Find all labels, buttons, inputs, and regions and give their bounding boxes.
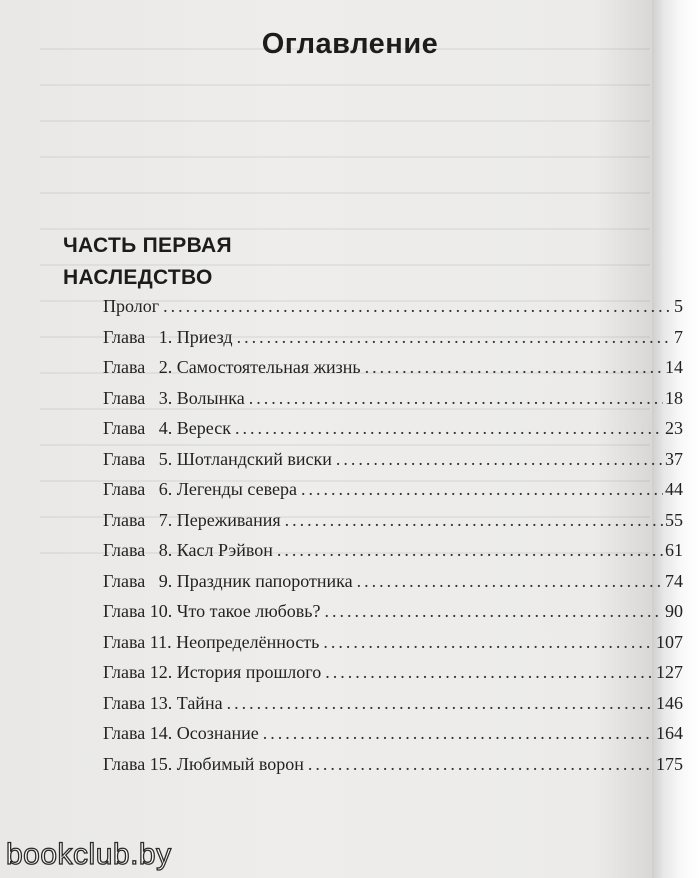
leader-dots xyxy=(301,479,663,500)
toc-entry xyxy=(103,388,683,419)
toc-entry-label: Глава 12. История прошлого xyxy=(103,662,322,682)
toc-entry-label: Глава 13. Тайна xyxy=(103,692,223,713)
toc-entry-page: 18 xyxy=(665,387,683,408)
toc-entry xyxy=(103,723,683,754)
toc-entry-label: Глава 11. Неопределённость xyxy=(103,631,320,652)
toc-entry xyxy=(103,601,683,632)
toc-entry-label: Глава 14. Осознание xyxy=(103,723,259,743)
toc-entry-label: Глава 15. Любимый ворон xyxy=(103,753,304,774)
toc-entry xyxy=(103,754,683,785)
toc-entry xyxy=(103,418,683,449)
toc-entry-label: Глава 8. Касл Рэйвон xyxy=(103,540,273,560)
leader-dots xyxy=(237,327,672,348)
leader-dots xyxy=(357,571,663,592)
leader-dots xyxy=(308,754,654,775)
toc-entry-page: 44 xyxy=(665,479,683,499)
leader-dots xyxy=(235,418,663,439)
table-of-contents xyxy=(103,296,683,784)
toc-entry xyxy=(103,479,683,510)
toc-entry-label: Глава 7. Переживания xyxy=(103,509,281,530)
leader-dots xyxy=(336,449,663,470)
toc-entry xyxy=(103,571,683,602)
toc-entry-page: 107 xyxy=(656,631,683,652)
toc-entry-label: Глава 9. Праздник папоротника xyxy=(103,570,353,591)
toc-entry-label: Глава 2. Самостоятельная жизнь xyxy=(103,357,361,377)
leader-dots xyxy=(163,296,672,317)
toc-entry xyxy=(103,296,683,327)
toc-entry xyxy=(103,693,683,724)
leader-dots xyxy=(365,357,663,378)
toc-entry-label: Глава 1. Приезд xyxy=(103,326,233,347)
toc-entry-label: Глава 3. Волынка xyxy=(103,387,245,408)
toc-entry-page: 61 xyxy=(665,540,683,560)
leader-dots xyxy=(277,540,663,561)
toc-entry-page: 175 xyxy=(656,753,683,774)
leader-dots xyxy=(227,693,654,714)
toc-entry-page: 23 xyxy=(665,418,683,438)
toc-entry-page: 146 xyxy=(656,692,683,713)
toc-entry-page: 7 xyxy=(674,326,683,347)
leader-dots xyxy=(325,601,663,622)
toc-entry-label: Глава 10. Что такое любовь? xyxy=(103,601,321,621)
toc-entry-page: 74 xyxy=(665,570,683,591)
toc-entry-label: Глава 5. Шотландский виски xyxy=(103,448,332,469)
toc-entry xyxy=(103,357,683,388)
toc-entry xyxy=(103,540,683,571)
toc-entry-page: 55 xyxy=(665,509,683,530)
toc-entry xyxy=(103,510,683,541)
toc-entry-page: 5 xyxy=(674,296,683,316)
toc-entry-page: 164 xyxy=(656,723,683,743)
part-heading xyxy=(63,230,232,294)
toc-entry xyxy=(103,449,683,480)
toc-entry xyxy=(103,662,683,693)
toc-entry-page: 127 xyxy=(656,662,683,682)
watermark: bookclub.by xyxy=(6,838,172,871)
page-title: Оглавление xyxy=(261,28,439,60)
part-heading-line1: ЧАСТЬ ПЕРВАЯ xyxy=(63,234,232,257)
toc-entry xyxy=(103,632,683,663)
toc-entry-page: 14 xyxy=(665,357,683,377)
leader-dots xyxy=(263,723,654,744)
leader-dots xyxy=(249,388,663,409)
toc-entry-label: Пролог xyxy=(103,296,160,316)
leader-dots xyxy=(325,662,654,683)
toc-entry-label: Глава 4. Вереск xyxy=(103,418,231,438)
leader-dots xyxy=(285,510,663,531)
toc-entry-label: Глава 6. Легенды севера xyxy=(103,479,297,499)
toc-entry xyxy=(103,327,683,358)
leader-dots xyxy=(323,632,654,653)
toc-entry-page: 90 xyxy=(665,601,683,621)
part-heading-line2: НАСЛЕДСТВО xyxy=(63,266,213,289)
toc-entry-page: 37 xyxy=(665,448,683,469)
